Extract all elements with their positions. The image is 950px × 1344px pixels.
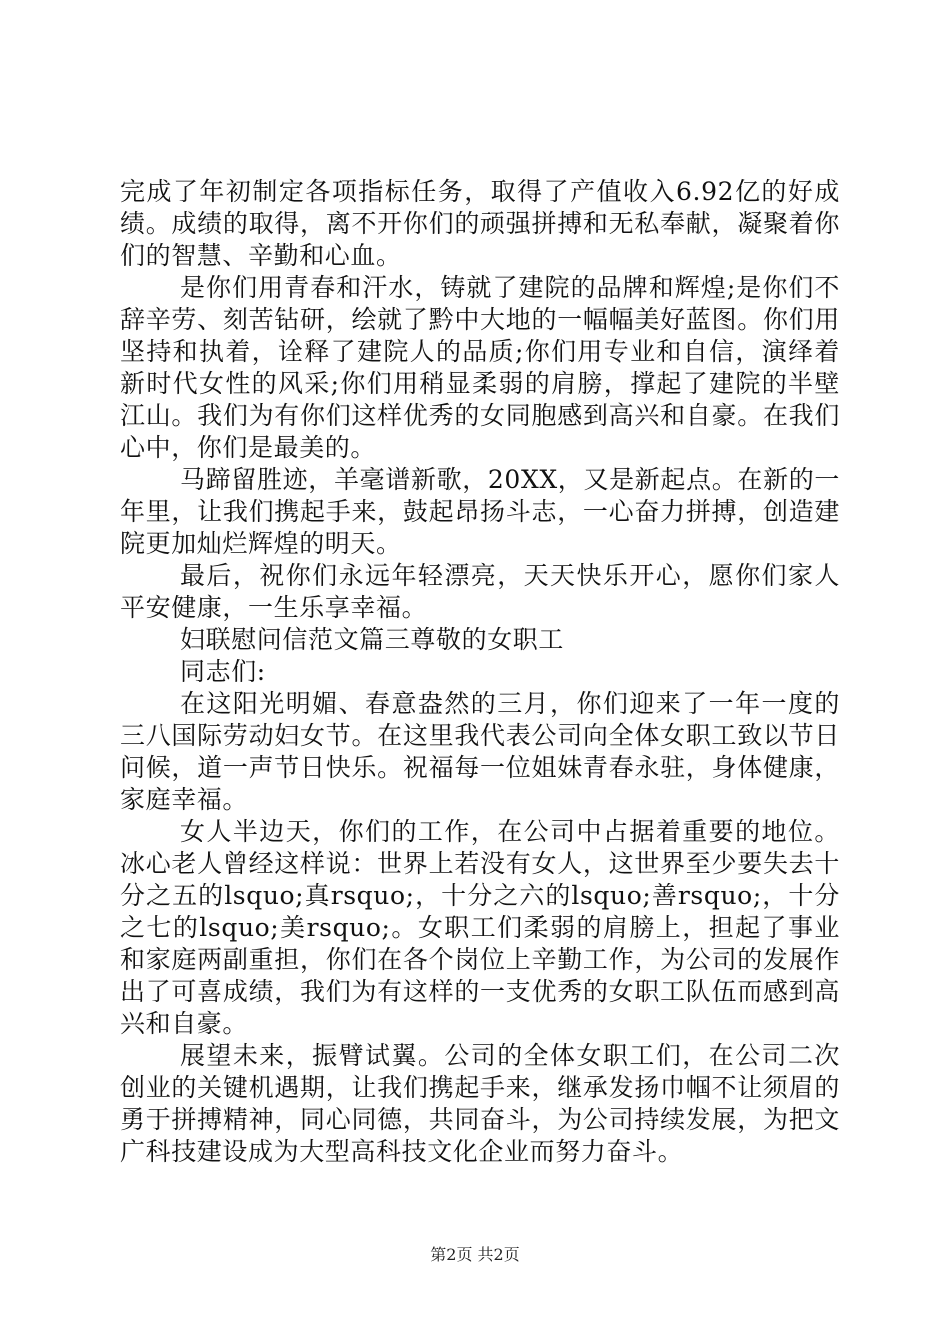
page-footer: 第2页 共2页 (430, 1245, 520, 1264)
paragraph-3: 马蹄留胜迹，羊毫谱新歌，20XX，又是新起点。在新的一年里，让我们携起手来，鼓起昂扬斗志，一心奋力拼搏，创造建院更加灿烂辉煌的明天。 (120, 465, 840, 558)
paragraph-1: 完成了年初制定各项指标任务，取得了产值收入6.92亿的好成绩。成绩的取得，离不开你们的顽强拼搏和无私奉献，凝聚着你们的智慧、辛勤和心血。 (120, 177, 840, 270)
paragraph-7: 展望未来，振臂试翼。公司的全体女职工们，在公司二次创业的关键机遇期，让我们携起手来，继承发扬巾帼不让须眉的勇于拼搏精神，同心同德，共同奋斗，为公司持续发展，为把文广科技建设成为大型高科技文化企业而努力奋斗。 (120, 1041, 840, 1166)
document-body (120, 176, 840, 1168)
section-heading: 妇联慰问信范文篇三尊敬的女职工 (180, 625, 565, 654)
salutation: 同志们: (180, 657, 266, 686)
paragraph-4: 最后，祝你们永远年轻漂亮，天天快乐开心，愿你们家人平安健康，一生乐享幸福。 (120, 561, 840, 622)
paragraph-5: 在这阳光明媚、春意盎然的三月，你们迎来了一年一度的三八国际劳动妇女节。在这里我代表公司向全体女职工致以节日问候，道一声节日快乐。祝福每一位姐妹青春永驻，身体健康，家庭幸福。 (120, 689, 840, 814)
paragraph-2: 是你们用青春和汗水，铸就了建院的品牌和辉煌;是你们不辞辛劳、刻苦钻研，绘就了黔中大地的一幅幅美好蓝图。你们用坚持和执着，诠释了建院人的品质;你们用专业和自信，演绎着新时代女性的风采;你们用稍显柔弱的肩膀，撑起了建院的半壁江山。我们为有你们这样优秀的女同胞感到高兴和自豪。在我们心中，你们是最美的。 (120, 273, 840, 462)
paragraph-6: 女人半边天，你们的工作，在公司中占据着重要的地位。冰心老人曾经这样说：世界上若没有女人，这世界至少要失去十分之五的lsquo;真rsquo;，十分之六的lsquo;善rsquo;，十分之七的lsquo;美rsquo;。女职工们柔弱的肩膀上，担起了事业和家庭两副重担，你们在各个岗位上辛勤工作，为公司的发展作出了可喜成绩，我们为有这样的一支优秀的女职工队伍而感到高兴和自豪。 (120, 817, 840, 1038)
